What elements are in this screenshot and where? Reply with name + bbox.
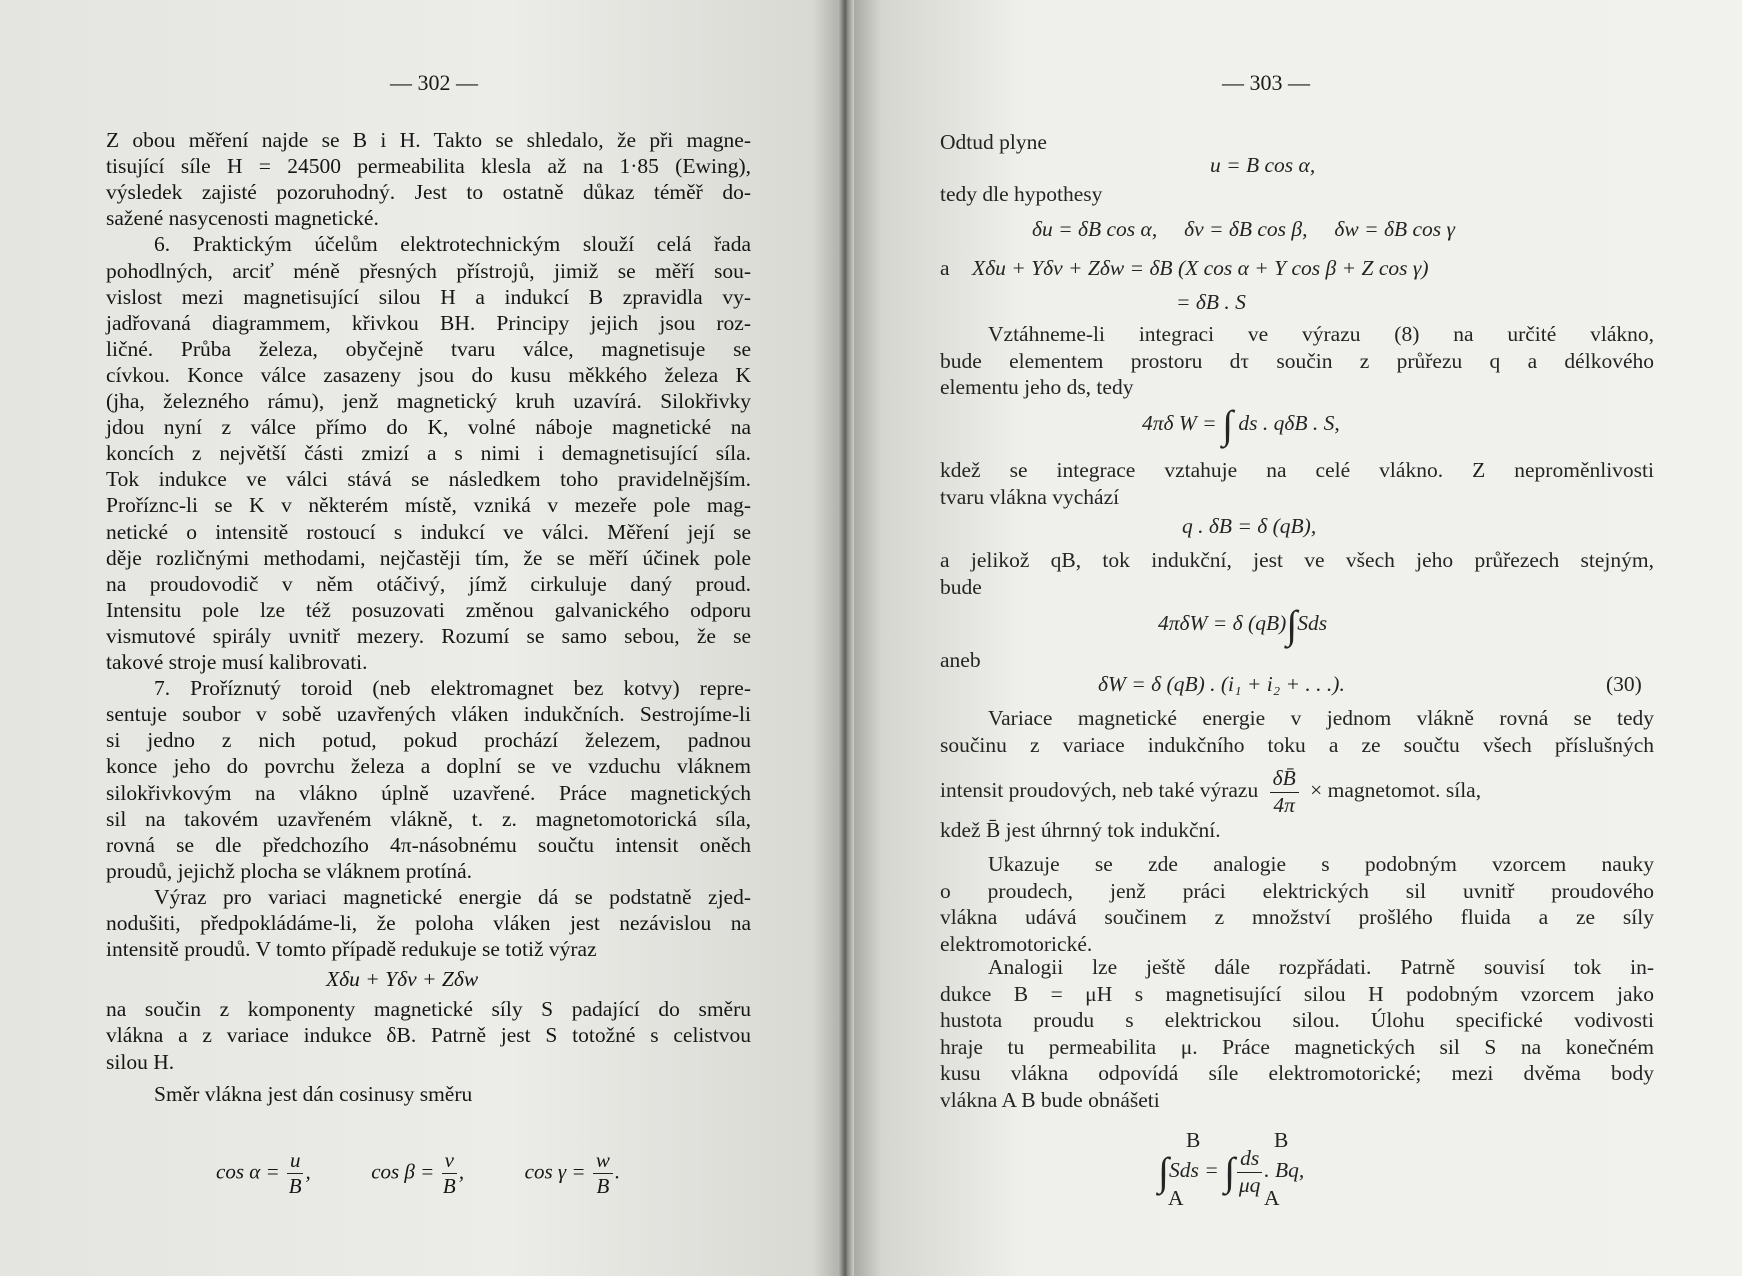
denominator: B	[442, 1174, 456, 1198]
text-line: a jelikož qB, tok indukční, jest ve všech jeho průřezech stejným,	[940, 548, 1654, 572]
equation-q: q . δB = δ (qB),	[1182, 514, 1317, 538]
text-line: součinu z variace indukčního toku a ze součtu všech příslušných	[940, 732, 1654, 757]
equation-u: u = B cos α,	[1210, 153, 1316, 177]
integral-sign: ∫	[1158, 1149, 1169, 1194]
cos-alpha-lhs: cos α =	[216, 1159, 280, 1184]
text-line: o proudech, jenž práci elektrických sil uvnitř proudového	[940, 878, 1654, 903]
denominator: B	[288, 1174, 302, 1198]
text-line: Ukazuje se zde analogie s podobným vzorcem nauky	[988, 852, 1654, 876]
text-line: sentuje soubor v sobě uzavřených vláken indukčních. Sestrojíme-li	[106, 702, 751, 727]
cos-gamma-lhs: cos γ =	[524, 1159, 586, 1184]
text-line: rovná se dle předchozího 4π-násobnému součtu intensit oněch	[106, 832, 751, 857]
numerator: δB̄	[1270, 768, 1299, 793]
text-line: jdou nyní z válce přímo do K, volné náboje magnetické na	[106, 415, 751, 440]
denominator: 4π	[1273, 792, 1295, 817]
page-number: — 303 —	[1222, 70, 1310, 95]
text-line: intensitě proudů. V tomto případě redukuje se totiž výraz	[106, 937, 597, 962]
equation-number: (30)	[1606, 672, 1642, 696]
text-line: elementu jeho ds, tedy	[940, 375, 1134, 399]
denominator: μq	[1238, 1172, 1261, 1197]
numerator: u	[287, 1150, 304, 1174]
text-line: Analogii lze ještě dále rozpřádati. Patrně souvisí tok in-	[988, 955, 1654, 979]
numerator: w	[593, 1150, 613, 1174]
text-odtud: Odtud plyne	[940, 130, 1047, 154]
integral-sign: ∫	[1222, 402, 1234, 447]
text-line: sažené nasycenosti magnetické.	[106, 206, 379, 231]
integral-sign: ∫	[1224, 1149, 1236, 1194]
paragraph-4-formula-line	[940, 768, 1481, 816]
text-line: ličné. Průba železa, obyčejně tvaru válce, magnetisuje se	[106, 336, 751, 361]
text-line: sil na takovém uzavřeném vlákně, t. z. magnetomotorická síla,	[106, 806, 751, 831]
text-line: koncích z největší části zmizí a s nimi i demagnetisující síla.	[106, 441, 751, 466]
text-line: Výraz pro variaci magnetické energie dá se podstatně zjed-	[154, 884, 751, 909]
cosine-equations: cos α = $\frac{u}{B}$ , cos β = $\frac{v}{B}$ , cos γ = $\frac{w}{B}$ .	[216, 1148, 621, 1198]
integral-lower-limit: A	[1168, 1186, 1184, 1210]
text-line: Variace magnetické energie v jednom vlákně rovná se tedy	[988, 706, 1654, 730]
text-line: 7. Proříznutý toroid (neb elektromagnet bez kotvy) repre-	[154, 676, 751, 701]
text-line: hustota proudu s elektrickou silou. Úlohu specifické vodivosti	[940, 1008, 1654, 1032]
text-line: Z obou měření najde se B i H. Takto se shledalo, že při magne-	[106, 128, 751, 152]
numerator: ds	[1237, 1148, 1262, 1173]
text-line: (jha, železného rámu), jenž magnetický kruh uzavírá. Silokřivky	[106, 389, 751, 413]
text-line: konce jeho do povrchu železa a doplní se ve vzduchu vláknem	[106, 754, 751, 779]
w1-lhs: 4πδ W =	[1142, 410, 1217, 435]
text-line: hraje tu permeabilita μ. Práce magnetických sil S na konečném	[940, 1034, 1654, 1059]
text-line: 6. Praktickým účelům elektrotechnickým slouží celá řada	[154, 232, 751, 257]
delta-b-over-4pi	[1270, 768, 1299, 816]
text-line: na proudovodič v něm otáčivý, jímž cirkuluje daný proud.	[106, 571, 751, 596]
p4-text-a: intensit proudových, neb také výrazu	[940, 777, 1259, 802]
text-line: Intensitu pole lze též posuzovati změnou galvanického odporu	[106, 597, 751, 622]
text-line: bude elementem prostoru dτ součin z průřezu q a délkového	[940, 348, 1654, 373]
paragraph-4-end: kdež B̄ jest úhrnný tok indukční.	[940, 818, 1221, 842]
numerator: v	[442, 1150, 457, 1174]
separator: ,	[305, 1159, 311, 1184]
text-line: proudů, jejichž plocha se vláknem protíná.	[106, 858, 472, 883]
text-line: nodušiti, předpokládáme-li, že poloha vláken jest nezávislou na	[106, 911, 751, 935]
cos-alpha-fraction	[287, 1150, 304, 1197]
ds-over-mu-q	[1237, 1148, 1262, 1196]
page-number: — 302 —	[390, 70, 478, 95]
text-line: tvaru vlákna vychází	[940, 484, 1120, 509]
text-line: na součin z komponenty magnetické síly S padající do směru	[106, 997, 751, 1022]
separator: ,	[458, 1159, 465, 1184]
text-line: Vztáhneme-li integraci ve výrazu (8) na určité vlákno,	[988, 322, 1654, 346]
text-line: děje rozličnými methodami, nejčastěji tím, že se měří účinek pole	[106, 545, 751, 570]
text-line: takové stroje musí kalibrovati.	[106, 650, 368, 674]
equation-w2	[1158, 602, 1328, 647]
integral-lower-limit: A	[1264, 1186, 1280, 1210]
text-line: kusu vlákna odpovídá síle elektromotorické; mezi dvěma body	[940, 1061, 1654, 1085]
equation-xdu: Xδu + Yδv + Zδw = δB (X cos α + Y cos β + Z cos γ)	[972, 256, 1429, 280]
equation-w3: δW = δ (qB) . (i₁ + i₂ + . . .).	[1098, 672, 1345, 696]
w2-lhs: 4πδW = δ (qB)	[1158, 610, 1287, 635]
equation-s: = δB . S	[1176, 290, 1246, 314]
text-line: pohodlných, arciť méně přesných přístrojů, jimiž se měří sou-	[106, 258, 751, 283]
text-tedy: tedy dle hypothesy	[940, 182, 1103, 206]
cos-beta-lhs: cos β =	[371, 1159, 435, 1184]
integral-sign: ∫	[1286, 602, 1298, 647]
text-a: a	[940, 256, 950, 280]
p4-text-b: × magnetomot. síla,	[1310, 777, 1482, 802]
text-line: kdež se integrace vztahuje na celé vlákno. Z neproměnlivosti	[940, 458, 1654, 482]
text-line: Xδu + Yδv + Zδw	[326, 967, 479, 992]
text-line: Proříznc-li se K v některém místě, vzniká v mezeře pole mag-	[106, 493, 751, 518]
cos-gamma-fraction	[593, 1150, 613, 1197]
text-line: bude	[940, 574, 982, 599]
right-page	[846, 0, 1742, 1276]
text-line: netické o intensitě rostoucí s indukcí ve válci. Měření její se	[106, 519, 751, 544]
text-line: silokřivkovým na vlákno úplně uzavřené. Práce magnetických	[106, 780, 751, 805]
f-tail: . Bq,	[1264, 1157, 1305, 1182]
denominator: B	[596, 1174, 610, 1198]
text-line: si jedno z nich potud, pokud prochází železem, padnou	[106, 728, 751, 753]
text-line: tisující síle H = 24500 permeabilita klesla až na 1·85 (Ewing),	[106, 154, 751, 179]
equation-w1	[1142, 402, 1340, 447]
text-line: vlákna A B bude obnášeti	[940, 1087, 1160, 1112]
w2-rhs: Sds	[1297, 610, 1328, 635]
text-line: Tok indukce ve válci stává se následkem toho pravidelnějším.	[106, 467, 751, 492]
text-line: dukce B = μH s magnetisující silou H podobným vzorcem jako	[940, 981, 1654, 1006]
text-line: výsledek zajisté pozoruhodný. Jest to ostatně důkaz téměř do-	[106, 180, 751, 205]
text-aneb: aneb	[940, 648, 981, 672]
text-line: vismutové spirály uvnitř mezery. Rozumí se samo sebou, že se	[106, 623, 751, 648]
text-line: Směr vlákna jest dán cosinusy směru	[154, 1081, 473, 1106]
text-line: elektromotorické.	[940, 931, 1093, 956]
text-line: vislost mezi magnetisující silou H a indukcí B zpravidla vy-	[106, 284, 751, 309]
f1: Sds =	[1168, 1157, 1219, 1182]
text-line: silou H.	[106, 1049, 175, 1074]
w1-rhs: ds . qδB . S,	[1238, 410, 1340, 435]
text-line: vlákna udává součinem z množství prošlého fluida a ze síly	[940, 905, 1654, 929]
text-line: cívkou. Konce válce zasazeny jsou do kusu měkkého železa K	[106, 362, 751, 387]
cos-beta-fraction	[442, 1150, 457, 1197]
left-page	[0, 0, 846, 1276]
integral-upper-limit: B	[1186, 1128, 1201, 1152]
integral-upper-limit: B	[1274, 1128, 1289, 1152]
book-gutter	[838, 0, 854, 1276]
text-line: jadřovaná diagrammem, křivkou BH. Principy jejich jsou roz-	[106, 310, 751, 335]
text-line: vlákna a z variace indukce δB. Patrně jest S totožné s celistvou	[106, 1023, 751, 1048]
equation-variations: δu = δB cos α, δv = δB cos β, δw = δB cos γ	[1032, 217, 1455, 241]
